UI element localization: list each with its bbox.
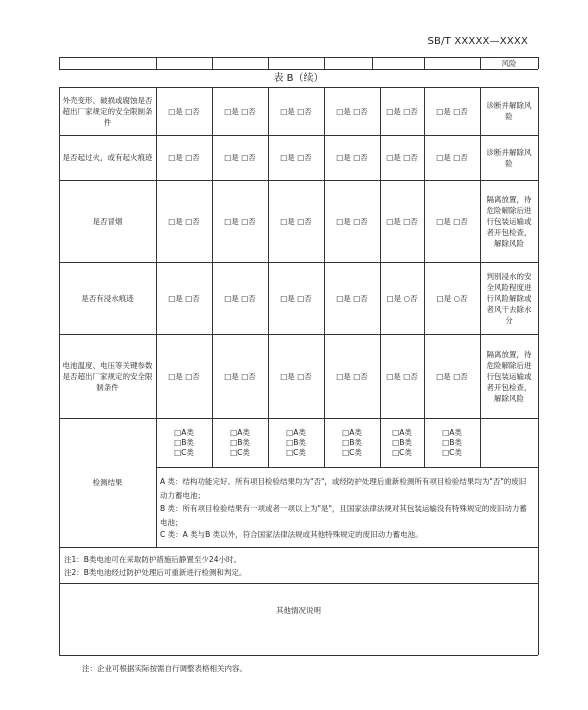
class-a-checkbox[interactable]: □A类 (286, 428, 306, 437)
yes-no-checkbox[interactable]: □是 ○否 (386, 293, 418, 303)
yes-no-checkbox[interactable]: □是 □否 (436, 153, 468, 162)
grid-vline (480, 87, 481, 467)
grid-hline (59, 57, 538, 58)
class-a-checkbox[interactable]: □A类 (442, 428, 462, 437)
class-c-description: C 类：A 类与B 类以外，符合国家法律法规或其他特殊规定的废旧动力蓄电池。 (160, 530, 423, 539)
grid-hline (59, 547, 538, 548)
yes-no-checkbox[interactable]: □是 □否 (224, 293, 256, 303)
class-option-group (380, 420, 424, 466)
class-b-checkbox[interactable]: □B类 (286, 438, 306, 447)
yes-no-checkbox[interactable]: □是 □否 (168, 153, 200, 162)
grid-vline (268, 57, 269, 69)
yes-no-checkbox[interactable]: □是 □否 (168, 293, 200, 303)
yes-no-checkbox[interactable]: □是 □否 (224, 153, 256, 162)
class-option-group (324, 420, 380, 466)
grid-vline (59, 87, 60, 655)
grid-vline (424, 57, 425, 69)
class-b-description: B 类：所有项目检验结果有一项或者一项以上为"是"，且国家法律法规对其包装运输没有特殊规定的废旧动力蓄电池； (160, 504, 527, 527)
document-code: SB/T XXXXX—XXXX (427, 36, 528, 47)
class-b-checkbox[interactable]: □B类 (174, 438, 194, 447)
yes-no-checkbox[interactable]: □是 □否 (224, 371, 256, 381)
yes-no-checkbox[interactable]: □是 □否 (336, 106, 368, 116)
grid-vline (324, 57, 325, 69)
yes-no-checkbox[interactable]: □是 □否 (386, 371, 418, 381)
yes-no-checkbox[interactable]: □是 □否 (336, 216, 368, 226)
yes-no-checkbox[interactable]: □是 □否 (280, 153, 312, 162)
yes-no-checkbox[interactable]: □是 □否 (280, 293, 312, 303)
footer-note: 注：企业可根据实际按需自行调整表格相关内容。 (82, 664, 247, 673)
action-cell: 诊断并解除风险 (486, 101, 532, 121)
question-cell: 是否有浸水痕迹 (81, 293, 134, 303)
yes-no-checkbox[interactable]: □是 □否 (436, 106, 468, 116)
note-1: 注1：B类电池可在采取防护措施后静置至少24小时。 (64, 555, 241, 564)
yes-no-checkbox[interactable]: □是 □否 (436, 371, 468, 381)
yes-no-checkbox[interactable]: □是 □否 (168, 106, 200, 116)
class-option-group (156, 420, 212, 466)
grid-hline (156, 467, 538, 468)
note-2: 注2：B类电池经过防护处理后可重新进行检测和判定。 (64, 568, 247, 577)
class-option-group (424, 420, 480, 466)
table-title: 表 B（续） (273, 72, 324, 84)
yes-no-checkbox[interactable]: □是 □否 (224, 106, 256, 116)
yes-no-checkbox[interactable]: □是 □否 (436, 216, 468, 226)
class-b-checkbox[interactable]: □B类 (392, 438, 412, 447)
grid-vline (156, 467, 157, 547)
grid-hline (59, 655, 538, 656)
grid-vline (212, 57, 213, 69)
question-cell: 外壳变形、破损或腐蚀是否超出厂家规定的安全限制条件 (62, 95, 153, 127)
grid-vline (538, 57, 539, 69)
action-cell: 诊断并解除风险 (486, 147, 532, 168)
class-c-checkbox[interactable]: □C类 (286, 448, 306, 457)
class-c-checkbox[interactable]: □C类 (174, 448, 194, 457)
yes-no-checkbox[interactable]: □是 □否 (168, 216, 200, 226)
action-cell: 隔离放置，待危险解除后进行包装运输或者开包检查，解除风险 (486, 194, 532, 248)
class-c-checkbox[interactable]: □C类 (342, 448, 362, 457)
yes-no-checkbox[interactable]: □是 □否 (386, 216, 418, 226)
class-c-checkbox[interactable]: □C类 (442, 448, 462, 457)
yes-no-checkbox[interactable]: □是 □否 (280, 371, 312, 381)
class-a-description: A 类：结构功能完好、所有项目检验结果均为"否"，或经防护处理后重新检测所有项目检验结果均为"否"的废旧动力蓄电池； (160, 477, 527, 500)
class-b-checkbox[interactable]: □B类 (342, 438, 362, 447)
yes-no-checkbox[interactable]: □是 □否 (224, 216, 256, 226)
yes-no-checkbox[interactable]: □是 □否 (168, 371, 200, 381)
class-a-checkbox[interactable]: □A类 (230, 428, 250, 437)
yes-no-checkbox[interactable]: □是 □否 (336, 371, 368, 381)
yes-no-checkbox[interactable]: □是 □否 (386, 106, 418, 116)
class-c-checkbox[interactable]: □C类 (392, 448, 412, 457)
class-a-checkbox[interactable]: □A类 (342, 428, 362, 437)
class-b-checkbox[interactable]: □B类 (230, 438, 250, 447)
other-remarks: 其他情况说明 (276, 606, 321, 615)
grid-vline (538, 87, 539, 655)
class-a-checkbox[interactable]: □A类 (392, 428, 412, 437)
class-option-group (268, 420, 324, 466)
yes-no-checkbox[interactable]: □是 □否 (336, 153, 368, 162)
class-a-checkbox[interactable]: □A类 (174, 428, 194, 437)
question-cell: 是否起过火，或有起火痕迹 (62, 153, 153, 162)
question-cell: 电池温度、电压等关键参数是否超出厂家规定的安全限制条件 (62, 360, 153, 392)
action-cell: 判别浸水的安全风险程度进行风险解除或者风干去除水分 (486, 271, 532, 325)
yes-no-checkbox[interactable]: □是 □否 (280, 106, 312, 116)
class-c-checkbox[interactable]: □C类 (230, 448, 250, 457)
top-row-last-cell: 风险 (501, 58, 517, 68)
yes-no-checkbox[interactable]: □是 □否 (336, 293, 368, 303)
grid-vline (59, 57, 60, 69)
result-label: 检测结果 (92, 478, 123, 487)
yes-no-checkbox[interactable]: □是 ○否 (436, 293, 468, 303)
yes-no-checkbox[interactable]: □是 □否 (386, 153, 418, 162)
class-b-checkbox[interactable]: □B类 (442, 438, 462, 447)
yes-no-checkbox[interactable]: □是 □否 (280, 216, 312, 226)
grid-vline (372, 57, 373, 69)
question-cell: 是否冒烟 (92, 216, 123, 226)
action-cell: 隔离放置，待危险解除后进行包装运输或者开包检查，解除风险 (486, 349, 532, 403)
class-option-group (212, 420, 268, 466)
grid-vline (156, 57, 157, 69)
